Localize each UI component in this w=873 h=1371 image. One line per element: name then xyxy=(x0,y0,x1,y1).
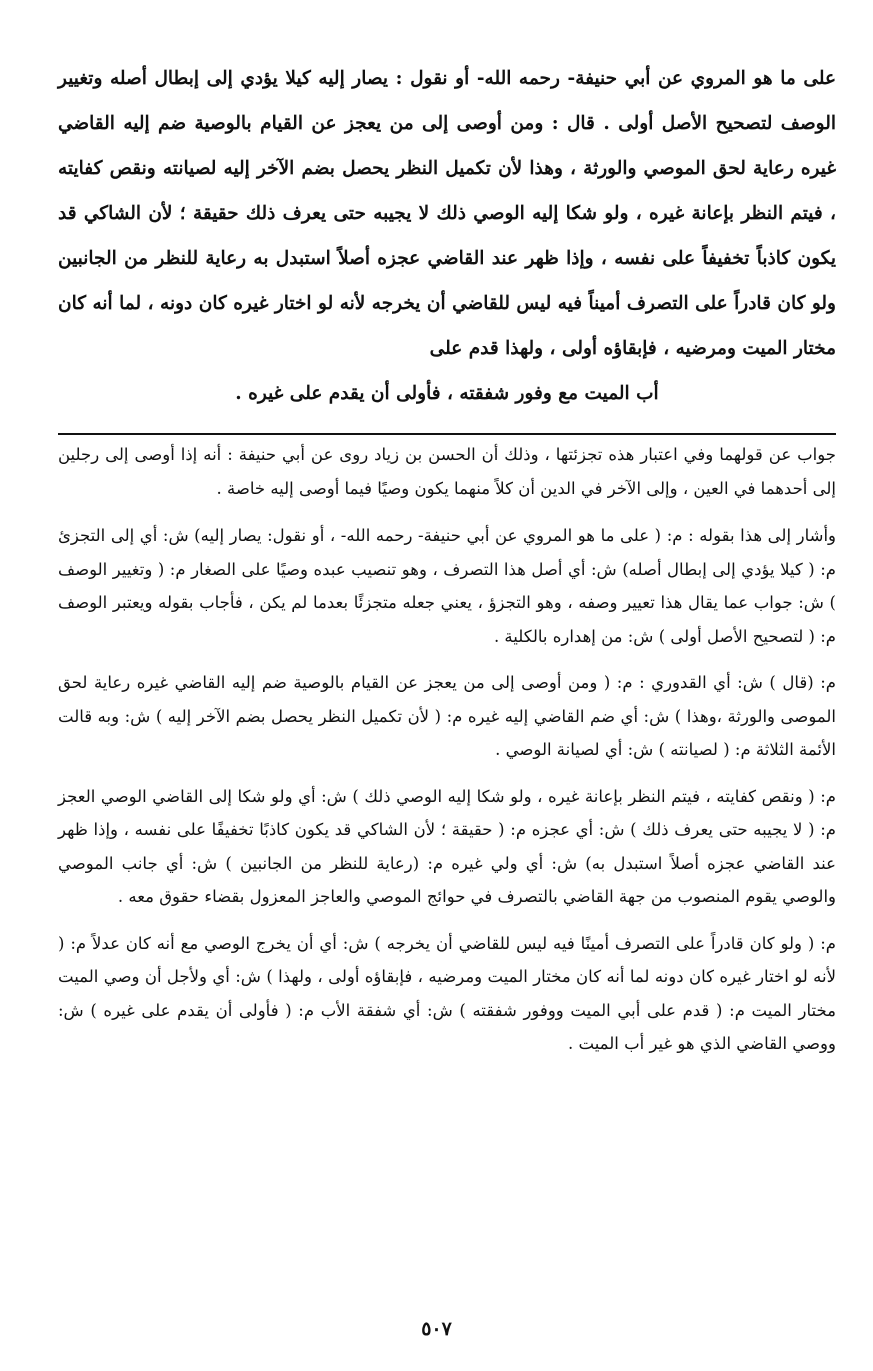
main-text-last-line: أب الميت مع وفور شفقته ، فأولى أن يقدم على غيره . xyxy=(235,383,659,404)
commentary-paragraph: وأشار إلى هذا بقوله : م: ( على ما هو المروي عن أبي حنيفة- رحمه الله- ، أو نقول: يصار إليه) ش: أي إلى التجزئ م: ( كيلا يؤدي إلى إبطال أصله) ش: أي أصل هذا التصرف ، وهو تنصيب عبده وصيًا على الصغار م: ( وتغيير الوصف ) ش: جواب عما يقال هذا تعيير وصفه ، وهو التجزؤ ، يعني جعله متجزئًا بعدما لم يكن ، فأجاب بقوله ويعتبر الوصف م: ( لتصحيح الأصل أولى ) ش: من إهداره بالكلية . xyxy=(58,526,836,646)
main-text-block xyxy=(58,56,836,416)
main-text-body: على ما هو المروي عن أبي حنيفة- رحمه الله- أو نقول : يصار إليه كيلا يؤدي إلى إبطال أصله وتغيير الوصف لتصحيح الأصل أولى . قال : ومن أوصى إلى من يعجز عن القيام بالوصية ضم إليه القاضي غيره رعاية لحق الموصي والورثة ، وهذا لأن تكميل النظر يحصل بضم الآخر إليه لصيانته ونقص كفايته ، فيتم النظر بإعانة غيره ، ولو شكا إليه الوصي ذلك لا يجيبه حتى يعرف ذلك حقيقة ؛ لأن الشاكي قد يكون كاذباً تخفيفاً على نفسه ، وإذا ظهر عند القاضي عجزه أصلاً استبدل به رعاية للنظر من الجانبين ولو كان قادراً على التصرف أميناً فيه ليس للقاضي أن يخرجه لأنه لو اختار غيره كان دونه ، لما أنه كان مختار الميت ومرضيه ، فإبقاؤه أولى ، ولهذا قدم على xyxy=(58,68,836,359)
commentary-block xyxy=(58,438,836,1074)
commentary-paragraph: م: ( ونقص كفايته ، فيتم النظر بإعانة غيره ، ولو شكا إليه الوصي ذلك ) ش: أي ولو شكا إلى القاضي الوصي العجز م: ( لا يجيبه حتى يعرف ذلك ) ش: أي عجزه م: ( حقيقة ؛ لأن الشاكي قد يكون كاذبًا تخفيفًا على نفسه ، وإذا ظهر عند القاضي عجزه أصلاً استبدل به) ش: أي ولي غيره م: (رعاية للنظر من الجانبين ) ش: أي جانب الموصي والوصي يقوم المنصوب من جهة القاضي بالتصرف في حوائج الموصي والعاجز المعزول بقضاء حقوق معه . xyxy=(58,786,836,906)
commentary-paragraph: جواب عن قولهما وفي اعتبار هذه تجزئتها ، وذلك أن الحسن بن زياد روى عن أبي حنيفة : أنه إذا أوصى إلى رجلين إلى أحدهما في العين ، وإلى الآخر في الدين أن كلاً منهما يكون وصيًا فيما أوصى إليه خاصة . xyxy=(58,445,836,498)
page-number: ٥٠٧ xyxy=(421,1318,452,1340)
commentary-paragraph: م: ( ولو كان قادراً على التصرف أمينًا فيه ليس للقاضي أن يخرجه ) ش: أي أن يخرج الوصي مع أنه كان عدلاً م: ( لأنه لو اختار غيره كان دونه لما أنه كان مختار الميت ومرضيه ، فإبقاؤه أولى ، ولهذا ) ش: أي ولأجل أن وصي الميت مختار الميت م: ( قدم على أبي الميت ووفور شفقته ) ش: أي شفقة الأب م: ( فأولى أن يقدم على غيره ) ش: ووصي القاضي الذي هو غير أب الميت . xyxy=(58,933,836,1053)
footnote-divider xyxy=(58,433,836,435)
commentary-paragraph: م: (قال ) ش: أي القدوري : م: ( ومن أوصى إلى من يعجز عن القيام بالوصية ضم إليه القاضي غيره رعاية لحق الموصى والورثة ،وهذا ) ش: أي ضم القاضي إليه غيره م: ( لأن تكميل النظر يحصل بضم الآخر إليه ) ش: وبه قالت الأئمة الثلاثة م: ( لصيانته ) ش: أي لصيانة الوصي . xyxy=(58,673,836,759)
